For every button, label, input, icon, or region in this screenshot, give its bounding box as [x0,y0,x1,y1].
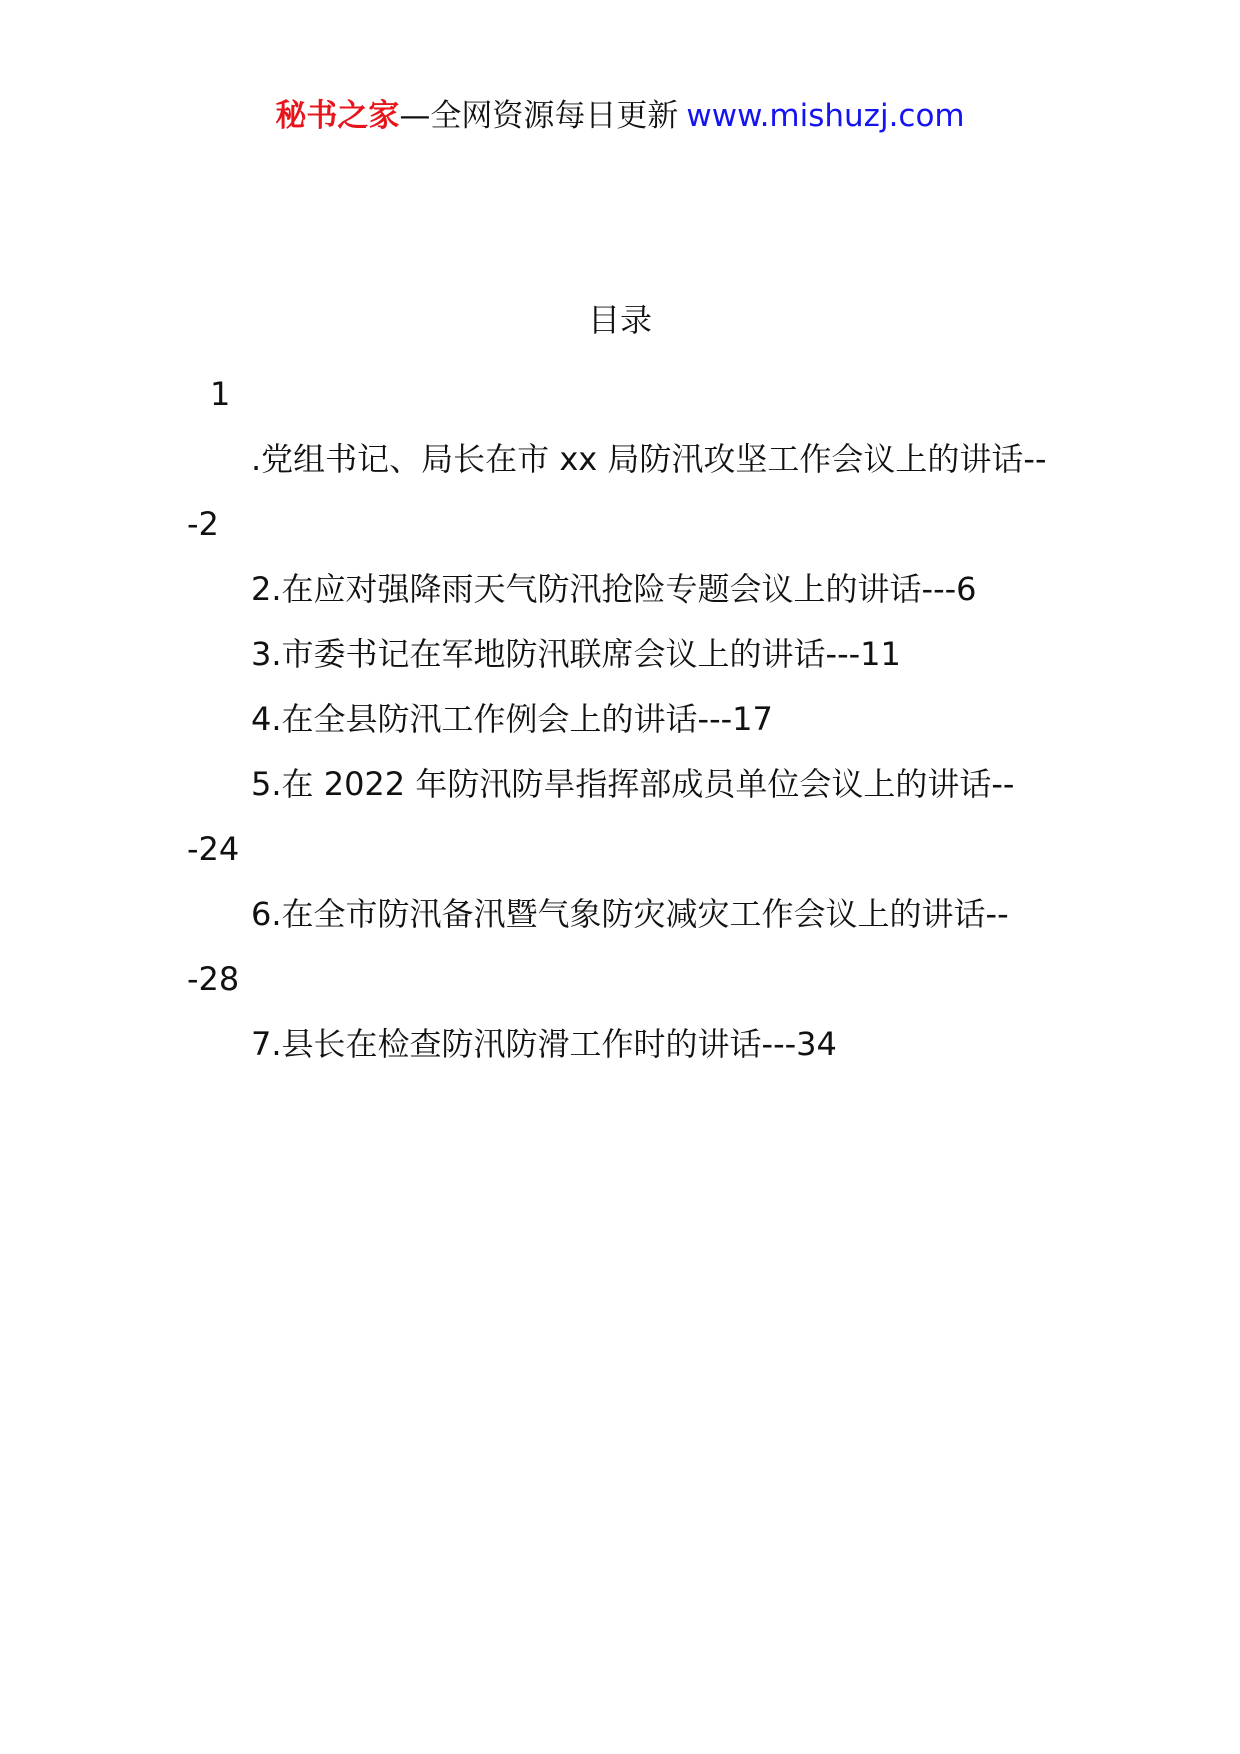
toc-entry[interactable]: 2.在应对强降雨天气防汛抢险专题会议上的讲话---6 [251,570,977,608]
site-tagline: —全网资源每日更新 [399,98,679,134]
site-header [0,96,1240,136]
site-url-link[interactable]: www.mishuzj.com [686,98,965,134]
toc-entry[interactable]: .党组书记、局长在市 xx 局防汛攻坚工作会议上的讲话---2 [187,440,1047,543]
toc-entry[interactable]: 5.在 2022 年防汛防旱指挥部成员单位会议上的讲话---24 [187,765,1015,868]
toc-entry[interactable]: 7.县长在检查防汛防滑工作时的讲话---34 [251,1025,837,1063]
toc-entry[interactable]: 4.在全县防汛工作例会上的讲话---17 [251,700,773,738]
site-brand: 秘书之家 [275,98,400,134]
table-of-contents [187,362,1057,1077]
toc-entry[interactable]: 6.在全市防汛备汛暨气象防灾减灾工作会议上的讲话---28 [187,895,1009,998]
toc-title: 目录 [587,301,652,339]
toc-first-number: 1 [210,375,231,413]
toc-entry[interactable]: 3.市委书记在军地防汛联席会议上的讲话---11 [251,635,901,673]
